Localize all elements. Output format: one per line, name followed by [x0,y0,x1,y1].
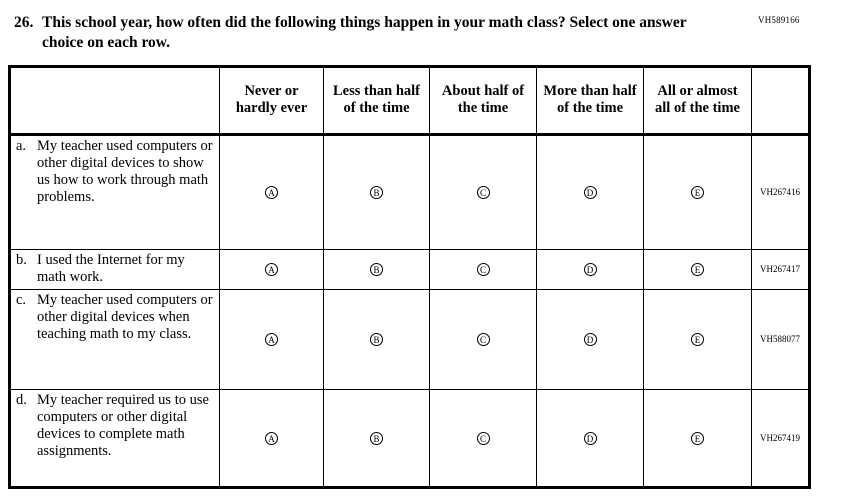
question-26 [14,13,791,53]
option-cell [537,389,644,487]
answer-bubble-b[interactable]: B [370,432,383,445]
column-header-all: All or almost all of the time [644,66,752,134]
response-grid [8,65,811,489]
row-label-b [10,249,220,289]
option-cell [220,389,324,487]
column-header-more-than-half: More than half of the time [537,66,644,134]
answer-bubble-a[interactable]: A [265,263,278,276]
column-header-about-half: About half of the time [430,66,537,134]
row-text: My teacher used computers or other digital devices to show us how to work through math problems. [37,137,213,205]
answer-bubble-d[interactable]: D [584,432,597,445]
header-code-blank [752,66,810,134]
option-cell [430,134,537,249]
column-header-less-than-half: Less than half of the time [324,66,430,134]
answer-bubble-a[interactable]: A [265,186,278,199]
option-cell [644,134,752,249]
question-text: This school year, how often did the following things happen in your math class? Select one answer choice on each row. [42,14,687,51]
header-row [10,66,810,134]
option-cell [324,134,430,249]
option-cell [220,289,324,389]
option-cell [644,249,752,289]
answer-bubble-a[interactable]: A [265,333,278,346]
answer-bubble-a[interactable]: A [265,432,278,445]
row-code: VH267417 [752,249,810,289]
option-cell [430,289,537,389]
row-code: VH267416 [752,134,810,249]
answer-bubble-b[interactable]: B [370,186,383,199]
option-cell [430,249,537,289]
table-row-c [10,289,810,389]
row-letter: a. [16,137,27,154]
answer-bubble-c[interactable]: C [477,186,490,199]
question-number: 26. [14,14,34,31]
answer-bubble-d[interactable]: D [584,263,597,276]
answer-bubble-c[interactable]: C [477,263,490,276]
row-letter: c. [16,291,27,308]
option-cell [324,389,430,487]
answer-bubble-c[interactable]: C [477,333,490,346]
form-code: VH589166 [758,15,800,25]
table-row-a [10,134,810,249]
answer-bubble-e[interactable]: E [691,263,704,276]
option-cell [644,289,752,389]
row-text: My teacher used computers or other digital devices when teaching math to my class. [37,291,213,342]
answer-bubble-e[interactable]: E [691,186,704,199]
row-letter: d. [16,391,27,408]
option-cell [644,389,752,487]
table-row-d [10,389,810,487]
answer-bubble-e[interactable]: E [691,432,704,445]
table-row-b [10,249,810,289]
answer-bubble-e[interactable]: E [691,333,704,346]
row-text: My teacher required us to use computers or other digital devices to complete math assignments. [37,391,209,459]
option-cell [220,249,324,289]
answer-bubble-d[interactable]: D [584,186,597,199]
option-cell [324,249,430,289]
answer-bubble-c[interactable]: C [477,432,490,445]
option-cell [537,249,644,289]
row-code: VH588077 [752,289,810,389]
row-label-d [10,389,220,487]
answer-bubble-b[interactable]: B [370,333,383,346]
option-cell [324,289,430,389]
option-cell [537,289,644,389]
option-cell [430,389,537,487]
row-label-a [10,134,220,249]
option-cell [220,134,324,249]
option-cell [537,134,644,249]
answer-bubble-d[interactable]: D [584,333,597,346]
row-label-c [10,289,220,389]
row-text: I used the Internet for my math work. [37,251,185,285]
column-header-never: Never or hardly ever [220,66,324,134]
header-blank [10,66,220,134]
row-letter: b. [16,251,27,268]
row-code: VH267419 [752,389,810,487]
answer-bubble-b[interactable]: B [370,263,383,276]
